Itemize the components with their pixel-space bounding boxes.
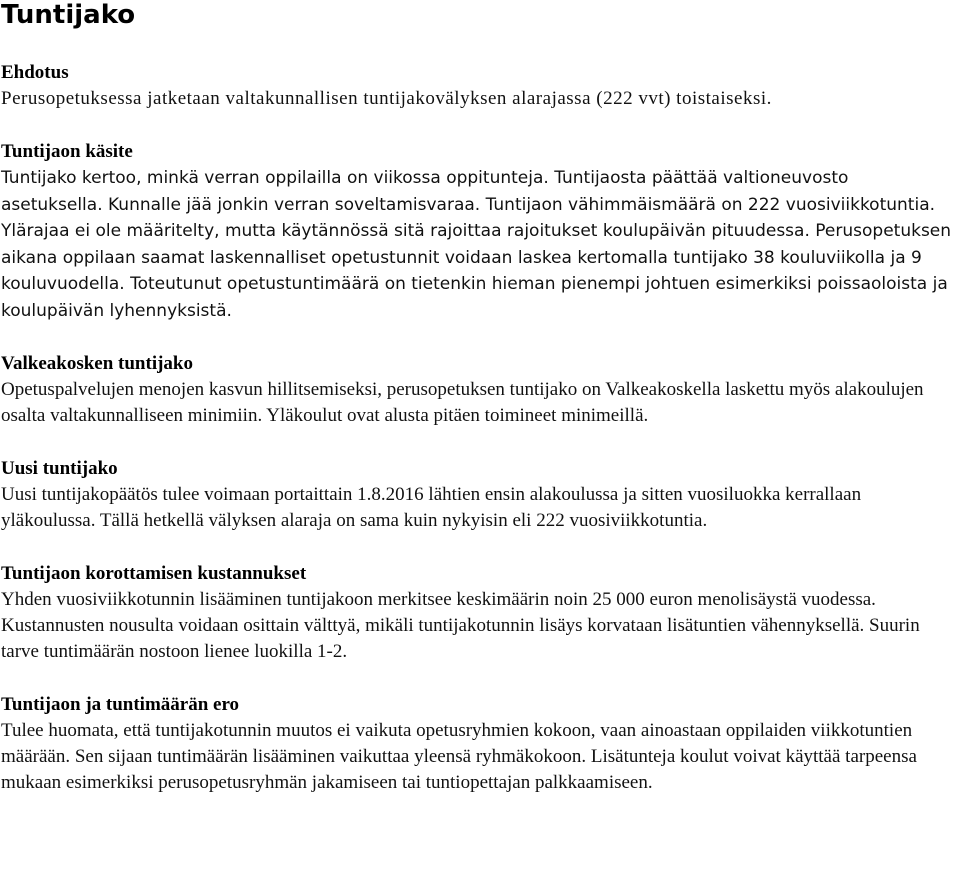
section-paragraph (1, 482, 960, 534)
paragraph-text: Opetuspalvelujen menojen kasvun hillitsemiseksi, perusopetuksen tuntijako on Valkeakoskella laskettu myös alakoulujen osalta valtakunnalliseen minimiin. Yläkoulut ovat alusta pitäen toimineet minimeillä. (1, 379, 924, 426)
section-paragraph (1, 718, 956, 796)
section-paragraph (1, 587, 946, 665)
section-heading: Uusi tuntijako (1, 458, 118, 479)
section-kustannukset (1, 561, 960, 665)
section-heading: Ehdotus (1, 62, 69, 83)
section-heading: Tuntijaon käsite (1, 141, 133, 162)
paragraph-text: Toteutunut opetustuntimäärä on tietenkin hieman pienempi johtuen esimerkiksi poissaoloista ja koulupäivän lyhennyksistä. (1, 274, 948, 321)
section-heading: Tuntijaon korottamisen kustannukset (1, 563, 307, 584)
section-tuntijaon-ja-tuntimaaran-ero (1, 692, 960, 796)
section-valkeakosken-tuntijako (1, 351, 960, 429)
paragraph-text: Tuntijako kertoo, minkä verran oppilailla on viikossa oppitunteja. Tuntijaosta päättää valtioneuvosto asetuksella. Kunnalle jää jonkin verran soveltamisvaraa. Tuntijaon vähimmäismäärä on 222 vuosiviikkotuntia. (1, 168, 936, 215)
paragraph-text: Perusopetuksen aikana oppilaan saamat laskennalliset opetustunnit voidaan laskea kertomalla tuntijako 38 kouluviikolla ja 9 kouluvuodella. (1, 221, 952, 294)
paragraph-text: Uusi tuntijakopäätös tulee voimaan portaittain 1.8.2016 lähtien ensin alakoulussa ja sitten vuosiluokka kerrallaan yläkoulussa. Tällä hetkellä välyksen alaraja on sama kuin nykyisin eli 222 vuosiviikkotuntia. (1, 484, 862, 531)
section-paragraph (1, 165, 952, 324)
paragraph-text: Tulee huomata, että tuntijakotunnin muutos ei vaikuta opetusryhmien kokoon, vaan ainoastaan oppilaiden viikkotuntien määrään. Sen sijaan tuntimäärän lisääminen vaikuttaa yleensä ryhmäkokoon. Lisätunteja koulut voivat käyttää tarpeensa mukaan esimerkiksi perusopetusryhmän jakamiseen tai tuntiopettajan palkkaamiseen. (1, 720, 917, 793)
document-title: Tuntijako (1, 0, 136, 30)
paragraph-text: Ylärajaa ei ole määritelty, mutta käytännössä sitä rajoittaa rajoitukset koulupäivän pituudessa. (1, 221, 810, 241)
section-paragraph (1, 86, 960, 112)
section-paragraph (1, 377, 948, 429)
section-heading: Valkeakosken tuntijako (1, 353, 193, 374)
paragraph-text: Yhden vuosiviikkotunnin lisääminen tuntijakoon merkitsee keskimäärin noin 25 000 euron menolisäystä vuodessa. Kustannusten nousulta voidaan osittain välttyä, mikäli tuntijakotunnin lisäys korvataan lisätuntien vähennyksellä. Suurin tarve tuntimäärän nostoon lienee luokilla 1-2. (1, 589, 920, 662)
section-heading: Tuntijaon ja tuntimäärän ero (1, 694, 240, 715)
section-tuntijaon-kasite (1, 139, 960, 324)
paragraph-text: Perusopetuksessa jatketaan valtakunnallisen tuntijakovälyksen alarajassa (222 vvt) toistaiseksi. (1, 88, 772, 109)
section-uusi-tuntijako (1, 456, 960, 534)
section-ehdotus (1, 60, 960, 112)
